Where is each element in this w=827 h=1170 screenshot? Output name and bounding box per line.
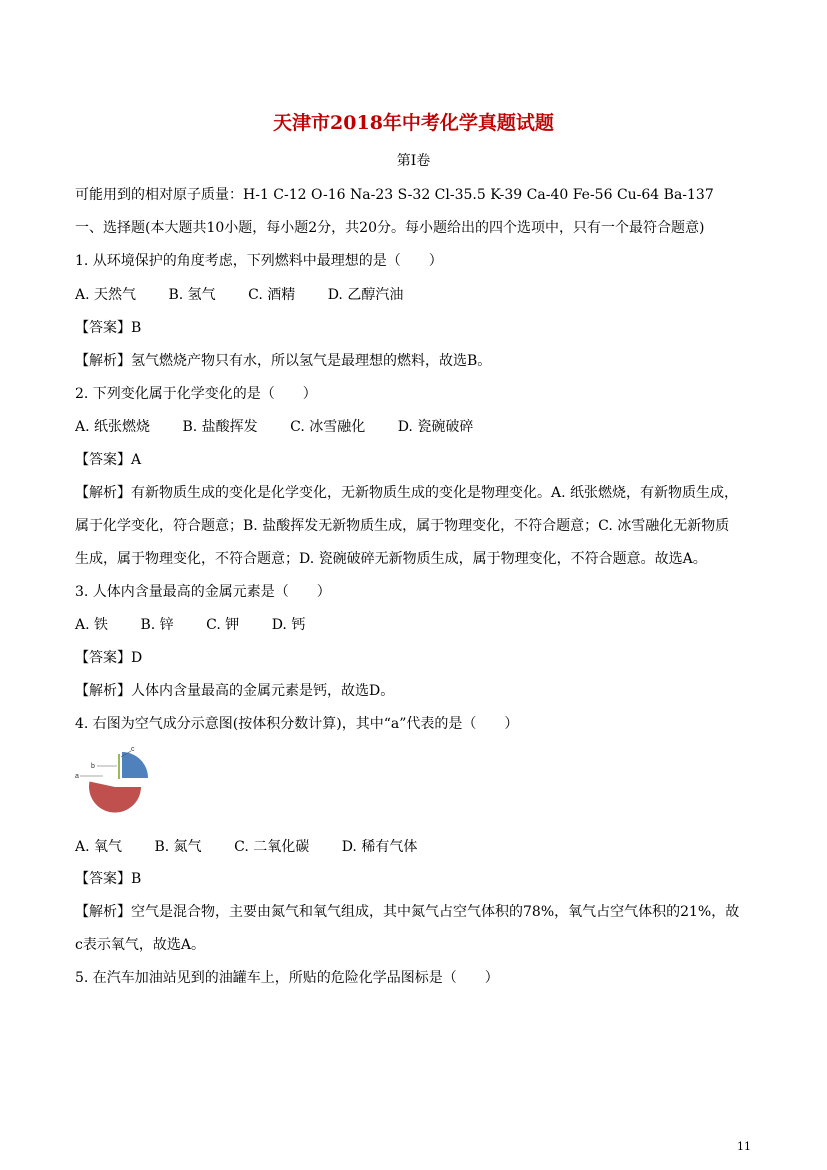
question-1-analysis: 【解析】氢气燃烧产物只有水，所以氢气是最理想的燃料，故选B。 <box>75 353 492 369</box>
pie-slice-c <box>122 752 148 778</box>
question-1-options <box>75 284 775 304</box>
question-2-analysis-line: 【解析】有新物质生成的变化是化学变化，无新物质生成的变化是物理变化。A. 纸张燃烧，有新物质生成， <box>75 485 739 501</box>
air-composition-pie-figure <box>75 745 155 820</box>
part-heading: 一、选择题(本大题共10小题，每小题2分，共20分。每小题给出的四个选项中，只有一个最符合题意) <box>75 220 705 236</box>
question-2-stem: 2. 下列变化属于化学变化的是（ ） <box>75 386 317 402</box>
atomic-masses: 可能用到的相对原子质量：H-1 C-12 O-16 Na-23 S-32 Cl-35.5 K-39 Ca-40 Fe-56 Cu-64 Ba-137 <box>75 187 714 203</box>
option-b: B. 氢气 <box>168 287 216 303</box>
option-b: B. 锌 <box>140 617 174 633</box>
option-d: D. 瓷碗破碎 <box>397 419 474 435</box>
question-3-stem: 3. 人体内含量最高的金属元素是（ ） <box>75 584 331 600</box>
pie-slice-b <box>118 754 120 779</box>
question-1-stem: 1. 从环境保护的角度考虑，下列燃料中最理想的是（ ） <box>75 253 443 269</box>
option-b: B. 盐酸挥发 <box>182 419 258 435</box>
option-a: A. 铁 <box>75 617 109 633</box>
question-4-answer: 【答案】B <box>75 871 142 887</box>
option-a: A. 纸张燃烧 <box>75 419 151 435</box>
question-2-analysis-line: 生成，属于物理变化，不符合题意；D. 瓷碗破碎无新物质生成，属于物理变化，不符合题意。故选A。 <box>75 551 707 567</box>
section-label: 第Ⅰ卷 <box>396 153 431 169</box>
pie-label-c: c <box>131 746 135 753</box>
question-4-analysis-line: c表示氧气，故选A。 <box>75 937 205 953</box>
question-4-options <box>75 836 775 856</box>
page-number: 11 <box>737 1140 751 1153</box>
question-3-options <box>75 614 775 634</box>
option-c: C. 酒精 <box>248 287 296 303</box>
option-d: D. 乙醇汽油 <box>327 287 404 303</box>
option-a: A. 天然气 <box>75 287 137 303</box>
question-4-stem: 4. 右图为空气成分示意图(按体积分数计算)，其中“a”代表的是（ ） <box>75 716 519 732</box>
question-2-answer: 【答案】A <box>75 452 142 468</box>
option-b: B. 氮气 <box>154 839 202 855</box>
question-3-answer: 【答案】D <box>75 650 143 666</box>
question-3-analysis: 【解析】人体内含量最高的金属元素是钙，故选D。 <box>75 683 395 699</box>
option-d: D. 钙 <box>271 617 306 633</box>
question-5-stem: 5. 在汽车加油站见到的油罐车上，所贴的危险化学品图标是（ ） <box>75 970 499 986</box>
pie-label-b: b <box>91 763 95 770</box>
question-2-analysis-line: 属于化学变化，符合题意；B. 盐酸挥发无新物质生成，属于物理变化，不符合题意；C. 冰雪融化无新物质 <box>75 518 730 534</box>
option-c: C. 二氧化碳 <box>234 839 310 855</box>
option-c: C. 钾 <box>206 617 240 633</box>
pie-slice-a <box>89 782 141 813</box>
question-2-options <box>75 416 775 436</box>
question-1-answer: 【答案】B <box>75 320 142 336</box>
option-c: C. 冰雪融化 <box>290 419 366 435</box>
pie-label-a: a <box>75 773 79 780</box>
question-4-analysis-line: 【解析】空气是混合物，主要由氮气和氧气组成，其中氮气占空气体积的78%，氧气占空气体积的21%，故 <box>75 904 740 920</box>
option-a: A. 氧气 <box>75 839 123 855</box>
option-d: D. 稀有气体 <box>341 839 418 855</box>
document-title: 天津市2018年中考化学真题试题 <box>273 112 554 134</box>
